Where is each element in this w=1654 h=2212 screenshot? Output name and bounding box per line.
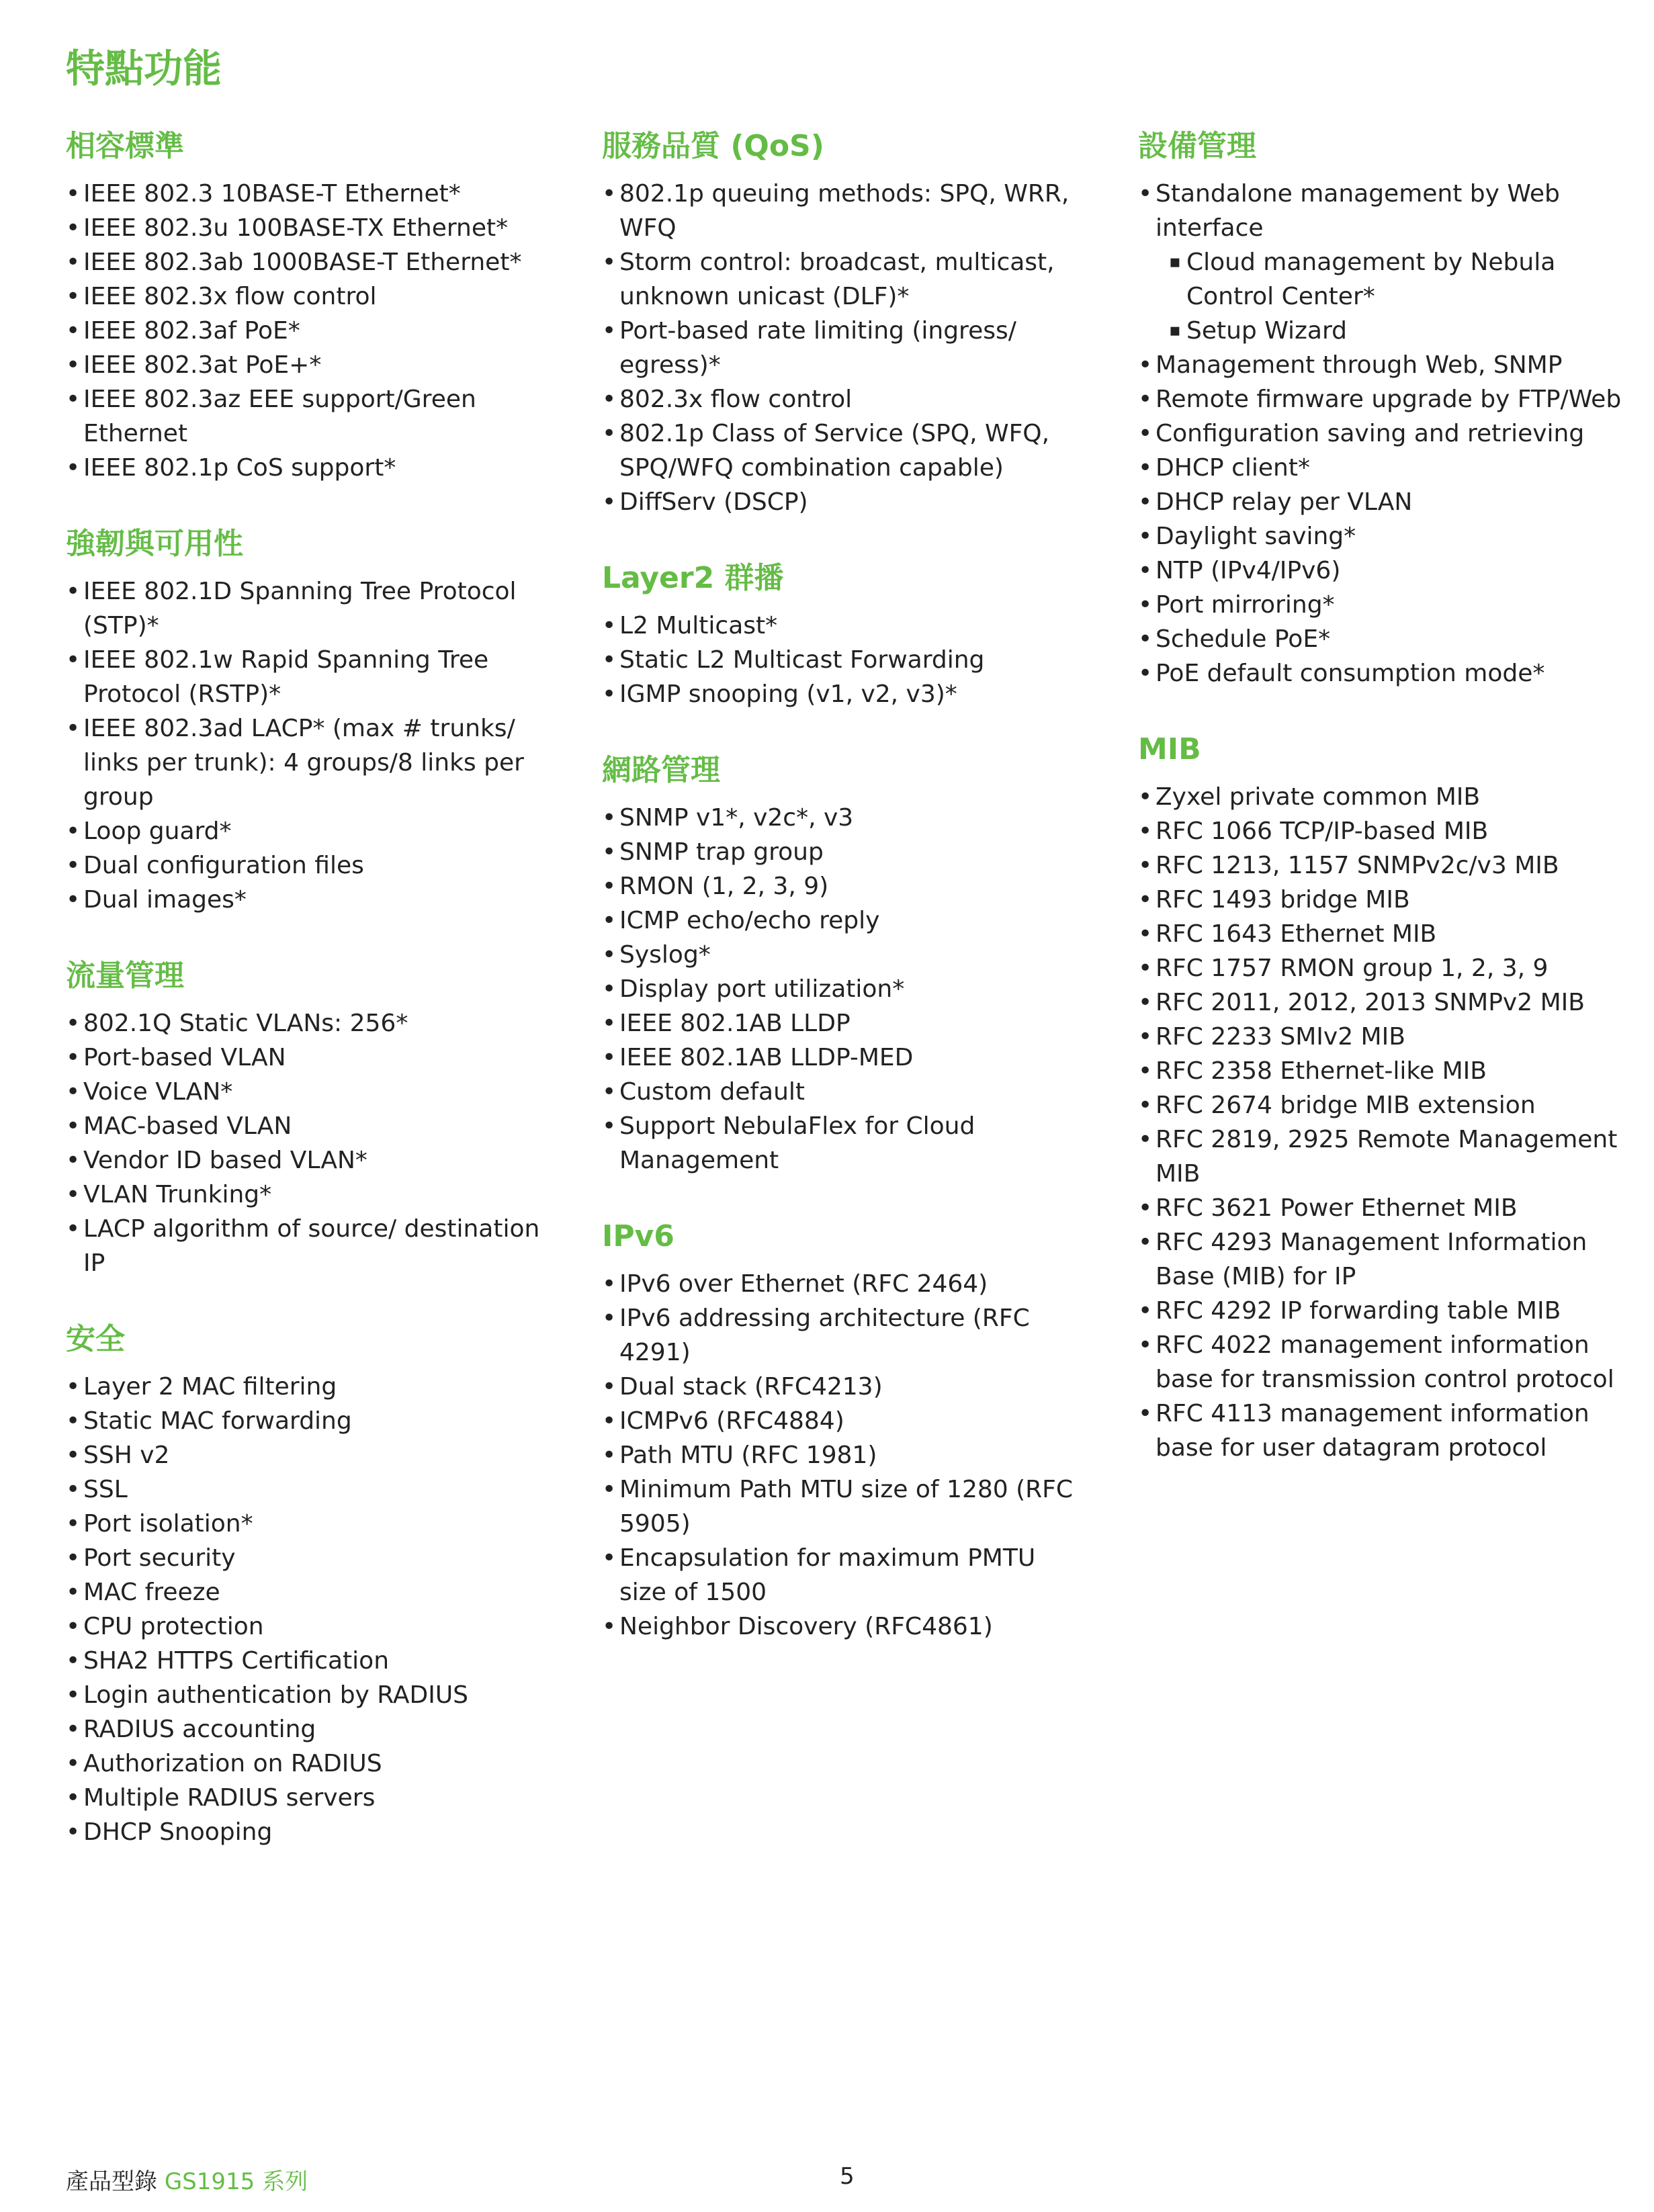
feature-sub-item: ▪ Setup Wizard: [1138, 314, 1635, 348]
feature-item: • 802.3x flow control: [602, 382, 1086, 416]
page-title: 特點功能: [66, 46, 222, 91]
feature-list: [1138, 780, 1635, 1465]
feature-list: [602, 177, 1086, 519]
feature-item: • Login authentication by RADIUS: [66, 1678, 550, 1712]
feature-item: • Encapsulation for maximum PMTU size of 1500: [602, 1541, 1086, 1609]
feature-item: • IEEE 802.1AB LLDP-MED: [602, 1041, 1086, 1075]
feature-item: • LACP algorithm of source/ destination IP: [66, 1212, 550, 1280]
feature-item: • IEEE 802.3az EEE support/Green Ethernet: [66, 382, 550, 451]
feature-item: • Port security: [66, 1541, 550, 1575]
page-number: 5: [840, 2163, 855, 2190]
feature-item: • RFC 2819, 2925 Remote Management MIB: [1138, 1122, 1635, 1191]
feature-section: [66, 957, 550, 1280]
feature-item: • Standalone management by Web interface: [1138, 177, 1635, 245]
feature-item: • IEEE 802.1w Rapid Spanning Tree Protocol (RSTP)*: [66, 643, 550, 711]
feature-item: • Display port utilization*: [602, 972, 1086, 1006]
feature-item: • RFC 2233 SMIv2 MIB: [1138, 1020, 1635, 1054]
feature-item: • L2 Multicast*: [602, 609, 1086, 643]
feature-list: [602, 1267, 1086, 1644]
feature-item: • 802.1Q Static VLANs: 256*: [66, 1006, 550, 1041]
feature-item: • Schedule PoE*: [1138, 622, 1635, 656]
feature-section: [66, 525, 550, 917]
feature-list: [602, 609, 1086, 711]
feature-item: • 802.1p queuing methods: SPQ, WRR, WFQ: [602, 177, 1086, 245]
feature-item: • IGMP snooping (v1, v2, v3)*: [602, 677, 1086, 711]
feature-item: • Management through Web, SNMP: [1138, 348, 1635, 382]
feature-item: • Remote firmware upgrade by FTP/Web: [1138, 382, 1635, 416]
feature-item: • CPU protection: [66, 1609, 550, 1644]
feature-item: • RFC 1757 RMON group 1, 2, 3, 9: [1138, 951, 1635, 985]
feature-item: • IEEE 802.3at PoE+*: [66, 348, 550, 382]
feature-item: • RFC 1493 bridge MIB: [1138, 883, 1635, 917]
feature-item: • Loop guard*: [66, 814, 550, 848]
feature-item: • DHCP Snooping: [66, 1815, 550, 1849]
feature-list: [66, 177, 550, 485]
feature-item: • IEEE 802.3ad LACP* (max # trunks/ links per trunk): 4 groups/8 links per group: [66, 711, 550, 814]
feature-item: • MAC freeze: [66, 1575, 550, 1609]
feature-item: • IPv6 addressing architecture (RFC 4291): [602, 1301, 1086, 1370]
feature-section: [602, 752, 1086, 1178]
feature-item: • Minimum Path MTU size of 1280 (RFC 5905): [602, 1472, 1086, 1541]
feature-item: • ICMP echo/echo reply: [602, 903, 1086, 938]
feature-item: • Layer 2 MAC filtering: [66, 1370, 550, 1404]
feature-item: • Voice VLAN*: [66, 1075, 550, 1109]
feature-item: • Syslog*: [602, 938, 1086, 972]
footer-series: GS1915 系列: [164, 2168, 308, 2195]
feature-item: • RFC 4292 IP forwarding table MIB: [1138, 1294, 1635, 1328]
feature-item: • RFC 4022 management information base for transmission control protocol: [1138, 1328, 1635, 1397]
section-title: 強韌與可用性: [66, 527, 243, 561]
feature-item: • Vendor ID based VLAN*: [66, 1143, 550, 1178]
feature-item: • Path MTU (RFC 1981): [602, 1438, 1086, 1472]
feature-item: • Authorization on RADIUS: [66, 1746, 550, 1781]
feature-item: • Support NebulaFlex for Cloud Management: [602, 1109, 1086, 1178]
feature-item: • Daylight saving*: [1138, 519, 1635, 554]
feature-item: • IEEE 802.3af PoE*: [66, 314, 550, 348]
section-title: 流量管理: [66, 959, 184, 993]
feature-list: [602, 801, 1086, 1178]
feature-item: • SSL: [66, 1472, 550, 1507]
section-title: 設備管理: [1138, 129, 1256, 163]
feature-item: • 802.1p Class of Service (SPQ, WFQ, SPQ/WFQ combination capable): [602, 416, 1086, 485]
feature-column-1: [66, 128, 550, 1890]
feature-item: • IEEE 802.1AB LLDP: [602, 1006, 1086, 1041]
feature-item: • VLAN Trunking*: [66, 1178, 550, 1212]
section-title: Layer2 群播: [602, 561, 784, 595]
feature-section: [1138, 731, 1635, 1465]
feature-section: [602, 1218, 1086, 1644]
feature-item: • ICMPv6 (RFC4884): [602, 1404, 1086, 1438]
feature-item: • Port mirroring*: [1138, 588, 1635, 622]
feature-item: • DHCP relay per VLAN: [1138, 485, 1635, 519]
feature-item: • Multiple RADIUS servers: [66, 1781, 550, 1815]
feature-item: • IEEE 802.1p CoS support*: [66, 451, 550, 485]
feature-item: • RFC 1643 Ethernet MIB: [1138, 917, 1635, 951]
feature-item: • Neighbor Discovery (RFC4861): [602, 1609, 1086, 1644]
feature-item: • SNMP v1*, v2c*, v3: [602, 801, 1086, 835]
section-title: 網路管理: [602, 753, 720, 787]
feature-item: • SNMP trap group: [602, 835, 1086, 869]
feature-column-3: [1138, 128, 1635, 1505]
feature-item: • RFC 2011, 2012, 2013 SNMPv2 MIB: [1138, 985, 1635, 1020]
feature-item: • Configuration saving and retrieving: [1138, 416, 1635, 451]
section-title: 服務品質 (QoS): [602, 129, 824, 163]
feature-item: • IEEE 802.1D Spanning Tree Protocol (STP)*: [66, 574, 550, 643]
feature-list: [66, 574, 550, 917]
feature-item: • DiffServ (DSCP): [602, 485, 1086, 519]
feature-sub-item: ▪ Cloud management by Nebula Control Center*: [1138, 245, 1635, 314]
feature-item: • RADIUS accounting: [66, 1712, 550, 1746]
feature-item: • MAC-based VLAN: [66, 1109, 550, 1143]
feature-section: [1138, 128, 1635, 691]
section-title: IPv6: [602, 1219, 674, 1253]
feature-list: [1138, 177, 1635, 691]
feature-item: • Port isolation*: [66, 1507, 550, 1541]
feature-item: • RFC 2674 bridge MIB extension: [1138, 1088, 1635, 1122]
feature-item: • DHCP client*: [1138, 451, 1635, 485]
feature-section: [66, 128, 550, 485]
feature-section: [602, 560, 1086, 711]
feature-item: • Static MAC forwarding: [66, 1404, 550, 1438]
feature-item: • Custom default: [602, 1075, 1086, 1109]
feature-item: • IPv6 over Ethernet (RFC 2464): [602, 1267, 1086, 1301]
feature-item: • RFC 3621 Power Ethernet MIB: [1138, 1191, 1635, 1225]
feature-item: • SSH v2: [66, 1438, 550, 1472]
feature-item: • Port-based VLAN: [66, 1041, 550, 1075]
feature-section: [66, 1321, 550, 1849]
feature-item: • NTP (IPv4/IPv6): [1138, 554, 1635, 588]
feature-item: • RFC 1066 TCP/IP-based MIB: [1138, 814, 1635, 848]
feature-item: • Port-based rate limiting (ingress/ egress)*: [602, 314, 1086, 382]
feature-item: • Dual images*: [66, 883, 550, 917]
section-title: 相容標準: [66, 129, 184, 163]
feature-item: • SHA2 HTTPS Certification: [66, 1644, 550, 1678]
feature-item: • RFC 4113 management information base for user datagram protocol: [1138, 1397, 1635, 1465]
feature-item: • RMON (1, 2, 3, 9): [602, 869, 1086, 903]
footer-prefix: 產品型錄: [66, 2168, 157, 2195]
feature-item: • Dual stack (RFC4213): [602, 1370, 1086, 1404]
feature-column-2: [602, 128, 1086, 1684]
feature-item: • RFC 1213, 1157 SNMPv2c/v3 MIB: [1138, 848, 1635, 883]
feature-item: • Static L2 Multicast Forwarding: [602, 643, 1086, 677]
feature-item: • Dual configuration files: [66, 848, 550, 883]
feature-list: [66, 1370, 550, 1849]
footer-catalog-label: [66, 2163, 308, 2196]
feature-list: [66, 1006, 550, 1280]
feature-item: • IEEE 802.3 10BASE-T Ethernet*: [66, 177, 550, 211]
section-title: 安全: [66, 1322, 125, 1356]
feature-item: • Zyxel private common MIB: [1138, 780, 1635, 814]
feature-item: • IEEE 802.3u 100BASE-TX Ethernet*: [66, 211, 550, 245]
feature-item: • IEEE 802.3ab 1000BASE-T Ethernet*: [66, 245, 550, 279]
feature-item: • IEEE 802.3x flow control: [66, 279, 550, 314]
section-title: MIB: [1138, 732, 1201, 766]
feature-item: • Storm control: broadcast, multicast, unknown unicast (DLF)*: [602, 245, 1086, 314]
feature-item: • RFC 2358 Ethernet-like MIB: [1138, 1054, 1635, 1088]
feature-item: • PoE default consumption mode*: [1138, 656, 1635, 691]
feature-section: [602, 128, 1086, 519]
feature-item: • RFC 4293 Management Information Base (MIB) for IP: [1138, 1225, 1635, 1294]
